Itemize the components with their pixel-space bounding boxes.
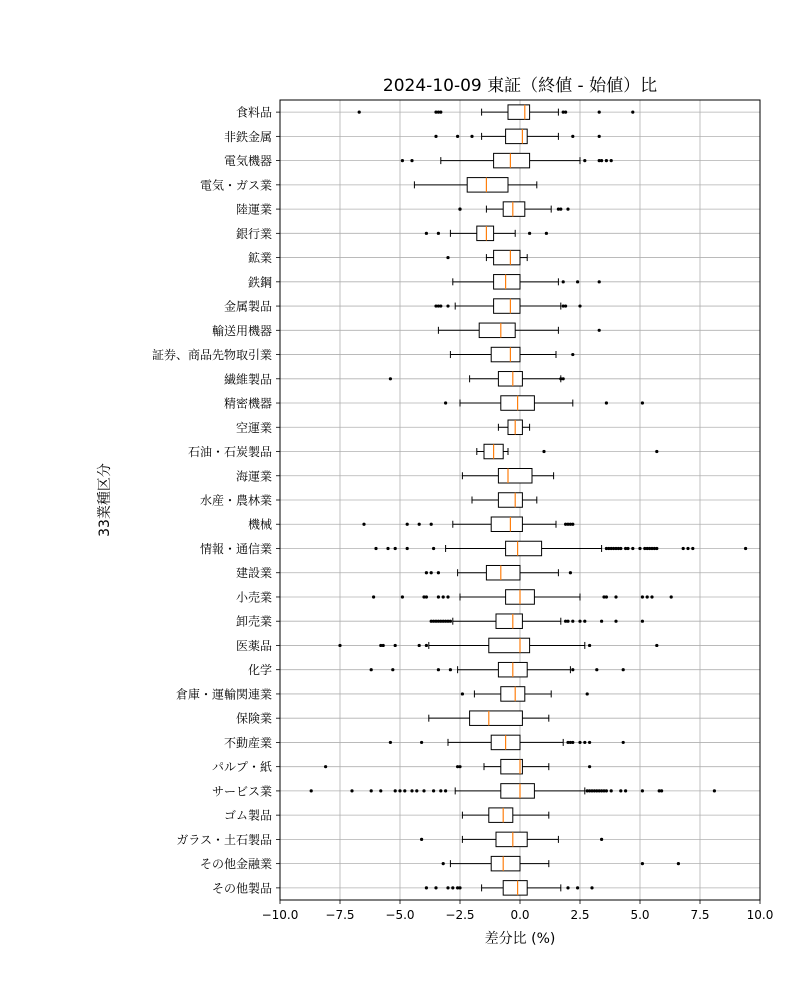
flier-point [631, 111, 634, 114]
flier-point [655, 644, 658, 647]
flier-point [442, 862, 445, 865]
flier-point [401, 159, 404, 162]
flier-point [583, 159, 586, 162]
flier-point [324, 765, 327, 768]
x-tick-label: −7.5 [325, 908, 355, 922]
flier-point [338, 644, 341, 647]
flier-point [660, 789, 663, 792]
box [501, 759, 523, 774]
box [496, 614, 522, 629]
category-label: 倉庫・運輸関連業 [175, 687, 272, 702]
flier-point [588, 765, 591, 768]
flier-point [622, 668, 625, 671]
category-label: 電気機器 [223, 154, 272, 169]
flier-point [372, 595, 375, 598]
flier-point [670, 595, 673, 598]
category-label: 機械 [247, 517, 272, 532]
category-label: 卸売業 [235, 614, 272, 629]
category-label: 鉄鋼 [247, 275, 272, 290]
category-label: サービス業 [211, 784, 272, 799]
flier-point [610, 789, 613, 792]
flier-point [641, 789, 644, 792]
flier-point [571, 523, 574, 526]
category-label: その他製品 [211, 881, 272, 896]
flier-point [542, 450, 545, 453]
flier-point [626, 547, 629, 550]
flier-point [677, 862, 680, 865]
flier-point [598, 111, 601, 114]
flier-point [571, 353, 574, 356]
flier-point [578, 741, 581, 744]
box [477, 226, 494, 241]
flier-point [449, 620, 452, 623]
box [489, 638, 530, 653]
box [494, 299, 520, 314]
flier-point [418, 523, 421, 526]
category-label: 金属製品 [223, 299, 272, 314]
flier-point [406, 523, 409, 526]
flier-point [444, 401, 447, 404]
flier-point [458, 765, 461, 768]
flier-point [691, 547, 694, 550]
flier-point [576, 886, 579, 889]
box [467, 178, 508, 193]
category-label: 小売業 [235, 590, 272, 605]
flier-point [614, 620, 617, 623]
flier-point [586, 692, 589, 695]
x-tick-label: 0.0 [510, 908, 530, 922]
box [506, 129, 528, 144]
flier-point [614, 595, 617, 598]
flier-point [439, 789, 442, 792]
category-label: 電気・ガス業 [199, 178, 272, 193]
flier-point [571, 620, 574, 623]
flier-point [650, 595, 653, 598]
category-label: 情報・通信業 [199, 541, 272, 556]
x-tick-label: 10.0 [746, 908, 774, 922]
flier-point [595, 668, 598, 671]
category-label: 銀行業 [235, 226, 272, 241]
box [491, 517, 522, 532]
category-label: 精密機器 [223, 396, 272, 411]
flier-point [682, 547, 685, 550]
flier-point [571, 741, 574, 744]
flier-point [389, 377, 392, 380]
x-tick-label: −10.0 [261, 908, 299, 922]
flier-point [605, 159, 608, 162]
flier-point [605, 595, 608, 598]
flier-point [641, 620, 644, 623]
flier-point [605, 789, 608, 792]
flier-point [446, 595, 449, 598]
box [494, 153, 530, 168]
flier-point [439, 111, 442, 114]
flier-point [370, 668, 373, 671]
flier-point [382, 644, 385, 647]
flier-point [358, 111, 361, 114]
flier-point [437, 668, 440, 671]
x-axis-label: 差分比 (%) [484, 931, 556, 947]
box-group [450, 347, 574, 362]
flier-point [655, 547, 658, 550]
box [489, 808, 513, 823]
category-label: 非鉄金属 [223, 129, 272, 144]
category-label: 空運業 [235, 420, 272, 435]
flier-point [631, 547, 634, 550]
flier-point [588, 644, 591, 647]
flier-point [410, 159, 413, 162]
category-label: 石油・石炭製品 [187, 445, 272, 460]
box [496, 832, 527, 847]
flier-point [446, 304, 449, 307]
box [479, 323, 515, 338]
flier-point [528, 232, 531, 235]
flier-point [600, 159, 603, 162]
flier-point [389, 741, 392, 744]
chart-title: 2024-10-09 東証（終値 - 始値）比 [382, 76, 658, 96]
flier-point [425, 571, 428, 574]
category-label: 医薬品 [235, 638, 272, 653]
flier-point [619, 547, 622, 550]
box [494, 250, 520, 264]
flier-point [437, 595, 440, 598]
flier-point [646, 595, 649, 598]
flier-point [458, 886, 461, 889]
flier-point [641, 401, 644, 404]
box [498, 493, 522, 508]
flier-point [571, 135, 574, 138]
box-group [462, 469, 553, 484]
box [498, 372, 522, 387]
flier-point [403, 789, 406, 792]
flier-point [641, 595, 644, 598]
flier-point [422, 789, 425, 792]
flier-point [655, 450, 658, 453]
category-label: 食料品 [235, 105, 272, 120]
category-label: 化学 [247, 663, 272, 678]
x-tick-label: −5.0 [385, 908, 415, 922]
box [470, 711, 523, 726]
category-label: 不動産業 [223, 735, 272, 750]
flier-point [641, 862, 644, 865]
flier-point [578, 620, 581, 623]
flier-point [386, 547, 389, 550]
flier-point [425, 595, 428, 598]
box [491, 856, 520, 871]
flier-point [566, 620, 569, 623]
category-label: 証券、商品先物取引業 [151, 348, 272, 363]
flier-point [442, 595, 445, 598]
flier-point [605, 401, 608, 404]
flier-point [434, 135, 437, 138]
flier-point [610, 159, 613, 162]
flier-point [622, 741, 625, 744]
flier-point [437, 571, 440, 574]
category-label: 繊維製品 [223, 372, 272, 387]
flier-point [439, 304, 442, 307]
flier-point [588, 741, 591, 744]
flier-point [374, 547, 377, 550]
y-axis-category-labels [152, 105, 280, 896]
flier-point [434, 886, 437, 889]
flier-point [458, 207, 461, 210]
flier-point [562, 280, 565, 283]
box-group [472, 493, 537, 508]
flier-point [564, 304, 567, 307]
flier-point [444, 789, 447, 792]
flier-point [545, 232, 548, 235]
flier-point [391, 668, 394, 671]
flier-point [619, 789, 622, 792]
flier-point [559, 207, 562, 210]
flier-point [420, 838, 423, 841]
box [501, 687, 525, 702]
flier-point [394, 789, 397, 792]
box [506, 541, 542, 556]
flier-point [394, 547, 397, 550]
box-group [429, 711, 549, 726]
flier-point [406, 547, 409, 550]
category-label: ガラス・土石製品 [176, 832, 272, 847]
box [491, 347, 520, 362]
flier-point [362, 523, 365, 526]
flier-point [451, 886, 454, 889]
box-group [453, 275, 601, 290]
category-label: 輸送用機器 [211, 323, 272, 338]
flier-point [562, 377, 565, 380]
flier-point [566, 886, 569, 889]
flier-point [425, 886, 428, 889]
box-group [462, 808, 548, 823]
flier-point [446, 256, 449, 259]
box [498, 469, 532, 484]
x-tick-label: 2.5 [570, 908, 590, 922]
flier-point [461, 692, 464, 695]
flier-point [310, 789, 313, 792]
x-tick-label: 7.5 [690, 908, 710, 922]
flier-point [449, 668, 452, 671]
flier-point [350, 789, 353, 792]
flier-point [430, 523, 433, 526]
box [503, 202, 525, 217]
box [494, 275, 520, 290]
box-group [414, 178, 536, 193]
flier-point [578, 304, 581, 307]
flier-point [569, 571, 572, 574]
flier-point [437, 232, 440, 235]
flier-point [600, 620, 603, 623]
flier-point [686, 547, 689, 550]
x-axis-ticks [262, 900, 774, 922]
flier-point [379, 789, 382, 792]
flier-point [576, 280, 579, 283]
flier-point [420, 741, 423, 744]
flier-point [638, 547, 641, 550]
category-label: ゴム製品 [223, 808, 272, 823]
x-tick-label: 5.0 [630, 908, 650, 922]
flier-point [425, 644, 428, 647]
flier-point [583, 741, 586, 744]
flier-point [425, 232, 428, 235]
flier-point [430, 571, 433, 574]
category-label: 保険業 [235, 711, 272, 726]
flier-point [410, 789, 413, 792]
flier-point [564, 111, 567, 114]
box-group [498, 420, 529, 435]
category-label: 水産・農林業 [199, 493, 272, 508]
box-group [434, 299, 581, 314]
box [508, 105, 530, 120]
box [501, 784, 535, 799]
flier-point [713, 789, 716, 792]
flier-point [744, 547, 747, 550]
flier-point [456, 135, 459, 138]
flier-point [432, 789, 435, 792]
flier-point [394, 644, 397, 647]
category-label: 海運業 [235, 469, 272, 484]
flier-point [598, 135, 601, 138]
flier-point [590, 886, 593, 889]
flier-point [446, 886, 449, 889]
flier-point [566, 207, 569, 210]
x-tick-label: −2.5 [445, 908, 475, 922]
category-label: 陸運業 [235, 202, 272, 217]
box [503, 881, 527, 896]
flier-point [598, 280, 601, 283]
flier-point [600, 838, 603, 841]
flier-point [571, 668, 574, 671]
category-label: その他金融業 [199, 857, 272, 872]
flier-point [598, 329, 601, 332]
flier-point [401, 595, 404, 598]
flier-point [398, 789, 401, 792]
flier-point [370, 789, 373, 792]
flier-point [415, 789, 418, 792]
flier-point [470, 135, 473, 138]
y-axis-label: 33業種区分 [97, 463, 113, 537]
flier-point [583, 620, 586, 623]
flier-point [418, 644, 421, 647]
flier-point [432, 547, 435, 550]
category-label: 建設業 [235, 566, 272, 581]
category-label: パルプ・紙 [211, 760, 272, 775]
box [486, 565, 520, 580]
flier-point [624, 789, 627, 792]
category-label: 鉱業 [247, 251, 272, 266]
